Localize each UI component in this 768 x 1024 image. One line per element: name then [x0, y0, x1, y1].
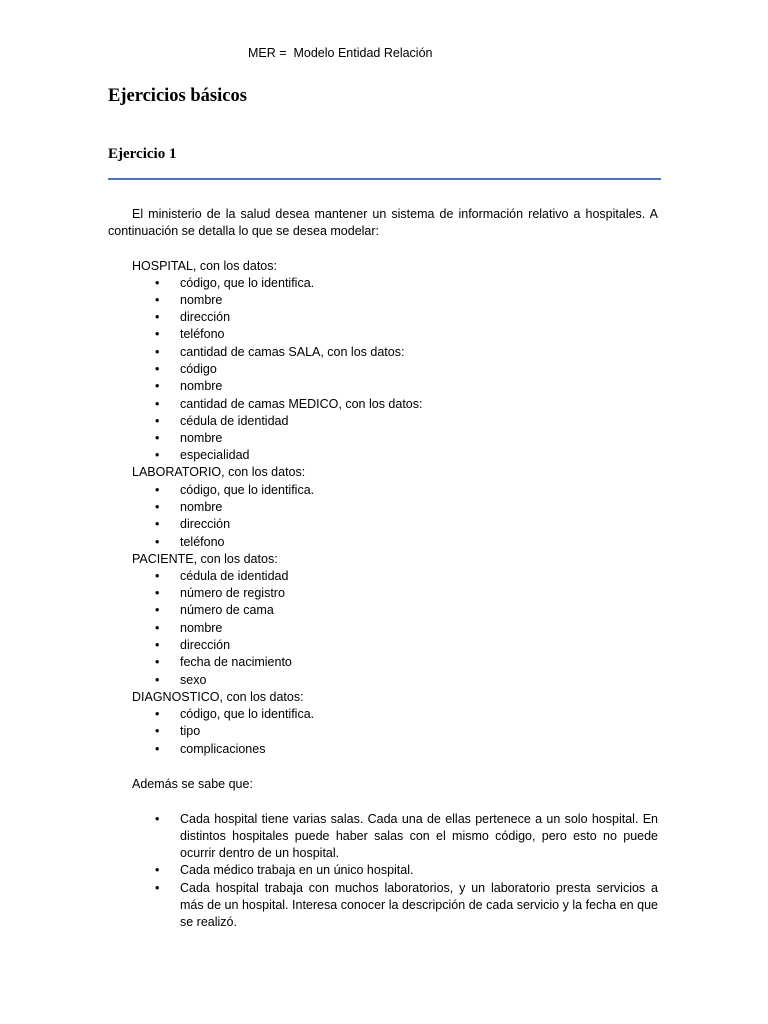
heading-divider: [108, 178, 661, 180]
bullet-icon: •: [155, 603, 160, 617]
bullet-icon: •: [155, 310, 160, 324]
bullet-icon: •: [155, 362, 160, 376]
bullet-icon: •: [155, 379, 160, 393]
list-item: tipo: [180, 724, 201, 738]
entity-heading-paciente: PACIENTE, con los datos:: [132, 552, 278, 566]
bullet-icon: •: [155, 345, 160, 359]
list-item: sexo: [180, 673, 207, 687]
list-item: cantidad de camas SALA, con los datos:: [180, 345, 405, 359]
bullet-icon: •: [155, 397, 160, 411]
bullet-icon: •: [155, 276, 160, 290]
bullet-icon: •: [155, 707, 160, 721]
list-item: cédula de identidad: [180, 569, 289, 583]
bullet-icon: •: [155, 293, 160, 307]
bullet-icon: •: [155, 621, 160, 635]
bullet-icon: •: [155, 448, 160, 462]
list-item: número de registro: [180, 586, 285, 600]
list-item: nombre: [180, 621, 223, 635]
bullet-icon: •: [155, 673, 160, 687]
bullet-icon: •: [155, 431, 160, 445]
list-item: código, que lo identifica.: [180, 276, 315, 290]
bullet-icon: •: [155, 586, 160, 600]
page-header: MER = Modelo Entidad Relación: [248, 46, 433, 60]
entity-heading-diagnostico: DIAGNOSTICO, con los datos:: [132, 690, 304, 704]
list-item: dirección: [180, 517, 231, 531]
fact-paragraph: Cada hospital trabaja con muchos laboratorios, y un laboratorio presta servicios a más de un hospital. Interesa conocer la descripción de cada servicio y la fecha en que se realizó.: [180, 881, 658, 929]
list-item: nombre: [180, 293, 223, 307]
bullet-icon: •: [155, 414, 160, 428]
list-item: teléfono: [180, 327, 225, 341]
list-item: nombre: [180, 431, 223, 445]
bullet-icon: •: [155, 483, 160, 497]
bullet-icon: •: [155, 655, 160, 669]
bullet-icon: •: [155, 742, 160, 756]
page-title: Ejercicios básicos: [108, 86, 247, 106]
bullet-icon: •: [155, 638, 160, 652]
bullet-icon: •: [155, 881, 160, 895]
bullet-icon: •: [155, 569, 160, 583]
entity-heading-hospital: HOSPITAL, con los datos:: [132, 259, 277, 273]
list-item: dirección: [180, 638, 231, 652]
bullet-icon: •: [155, 863, 160, 877]
fact-paragraph: Cada médico trabaja en un único hospital.: [180, 863, 414, 877]
list-item: cantidad de camas MEDICO, con los datos:: [180, 397, 423, 411]
list-item: código, que lo identifica.: [180, 707, 315, 721]
also-known-heading: Además se sabe que:: [132, 777, 253, 791]
list-item: cédula de identidad: [180, 414, 289, 428]
intro-paragraph: El ministerio de la salud desea mantener un sistema de información relativo a hospitales. A continuación se detalla lo que se desea modelar:: [108, 207, 658, 238]
list-item: teléfono: [180, 535, 225, 549]
exercise-title: Ejercicio 1: [108, 146, 177, 162]
list-item: nombre: [180, 500, 223, 514]
fact-paragraph: Cada hospital tiene varias salas. Cada una de ellas pertenece a un solo hospital. En distintos hospitales puede haber salas con el mismo código, pero esto no puede ocurrir dentro de un hospital.: [180, 812, 658, 860]
list-item: especialidad: [180, 448, 250, 462]
list-item: código, que lo identifica.: [180, 483, 315, 497]
list-item: número de cama: [180, 603, 274, 617]
bullet-icon: •: [155, 327, 160, 341]
bullet-icon: •: [155, 517, 160, 531]
list-item: dirección: [180, 310, 231, 324]
list-item: nombre: [180, 379, 223, 393]
list-item: fecha de nacimiento: [180, 655, 292, 669]
list-item: código: [180, 362, 217, 376]
entity-heading-laboratorio: LABORATORIO, con los datos:: [132, 465, 306, 479]
bullet-icon: •: [155, 535, 160, 549]
bullet-icon: •: [155, 812, 160, 826]
bullet-icon: •: [155, 724, 160, 738]
list-item: complicaciones: [180, 742, 266, 756]
bullet-icon: •: [155, 500, 160, 514]
